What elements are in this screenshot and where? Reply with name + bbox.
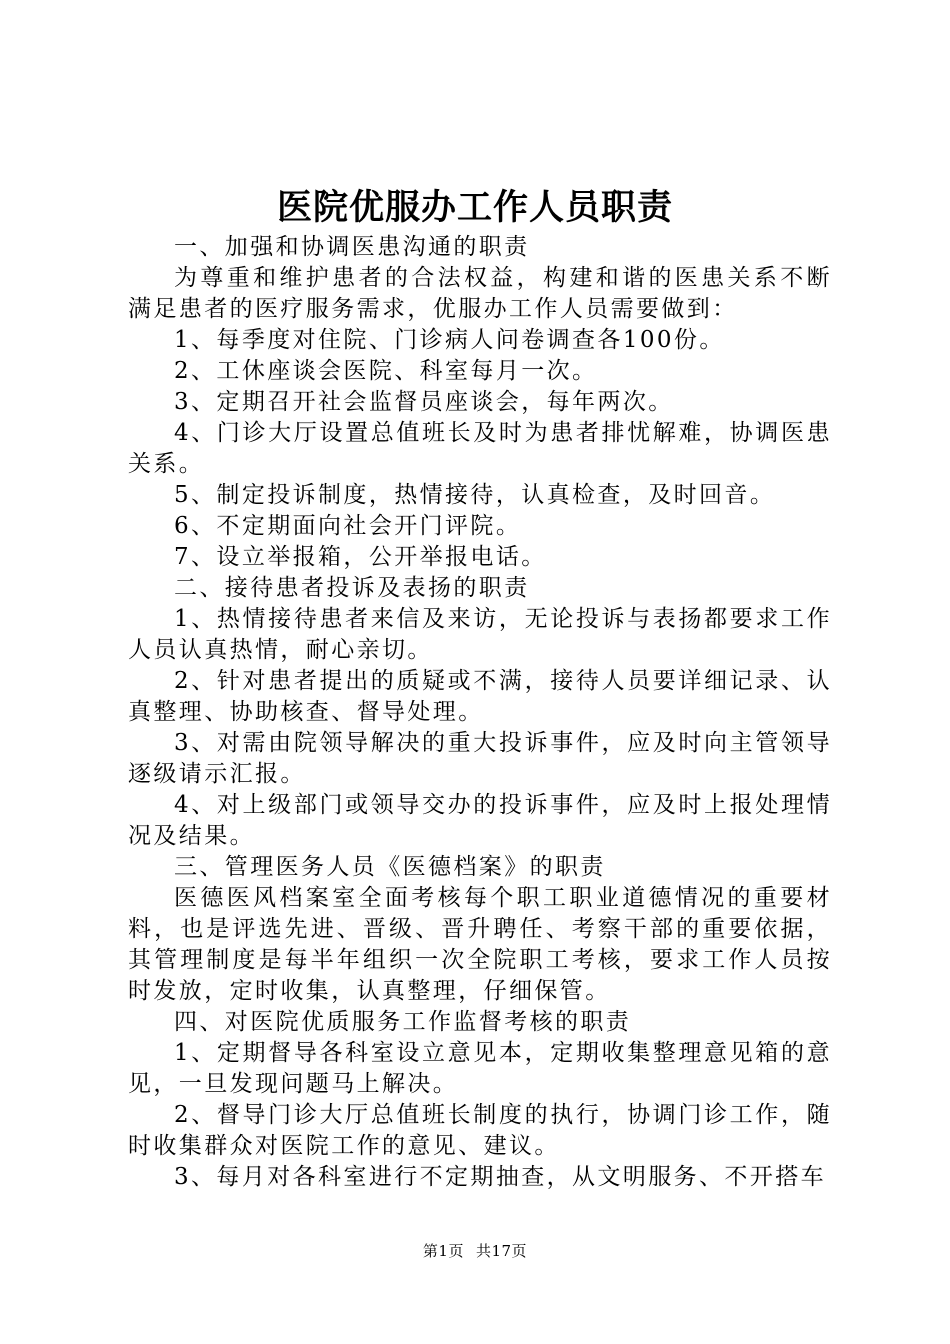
section-heading-2: 二、接待患者投诉及表扬的职责 xyxy=(174,575,530,601)
list-item: 5、制定投诉制度，热情接待，认真检查，及时回音。 xyxy=(174,482,776,508)
list-item: 1、定期督导各科室设立意见本，定期收集整理意见箱的意见，一旦发现问题马上解决。 xyxy=(128,1040,832,1097)
section-heading-4: 四、对医院优质服务工作监督考核的职责 xyxy=(174,1009,632,1035)
list-item: 6、不定期面向社会开门评院。 xyxy=(174,513,522,539)
list-item: 2、督导门诊大厅总值班长制度的执行，协调门诊工作，随时收集群众对医院工作的意见、建议。 xyxy=(128,1102,832,1159)
body-paragraph: 医德医风档案室全面考核每个职工职业道德情况的重要材料，也是评选先进、晋级、晋升聘任、考察干部的重要依据，其管理制度是每半年组织一次全院职工考核，要求工作人员按时发放，定时收集，认真整理，仔细保管。 xyxy=(128,885,832,1004)
document-title: 医院优服办工作人员职责 xyxy=(276,187,673,228)
list-item: 3、对需由院领导解决的重大投诉事件，应及时向主管领导逐级请示汇报。 xyxy=(128,730,832,787)
list-item: 3、每月对各科室进行不定期抽查，从文明服务、不开搭车 xyxy=(174,1164,827,1190)
page-number: 第1页 xyxy=(422,1242,464,1260)
body-paragraph: 为尊重和维护患者的合法权益，构建和谐的医患关系不断满足患者的医疗服务需求，优服办工作人员需要做到： xyxy=(128,265,832,322)
list-item: 7、设立举报箱，公开举报电话。 xyxy=(174,544,547,570)
list-item: 3、定期召开社会监督员座谈会，每年两次。 xyxy=(174,389,674,415)
section-heading-1: 一、加强和协调医患沟通的职责 xyxy=(174,234,530,260)
list-item: 1、每季度对住院、门诊病人问卷调查各100份。 xyxy=(174,327,725,353)
page-total: 共17页 xyxy=(475,1242,528,1260)
list-item: 2、工休座谈会医院、科室每月一次。 xyxy=(174,358,598,384)
list-item: 2、针对患者提出的质疑或不满，接待人员要详细记录、认真整理、协助核查、督导处理。 xyxy=(128,668,832,725)
document-body xyxy=(128,232,832,1193)
list-item: 1、热情接待患者来信及来访，无论投诉与表扬都要求工作人员认真热情，耐心亲切。 xyxy=(128,606,832,663)
section-heading-3: 三、管理医务人员《医德档案》的职责 xyxy=(174,854,606,880)
list-item: 4、门诊大厅设置总值班长及时为患者排忧解难，协调医患关系。 xyxy=(128,420,832,477)
list-item: 4、对上级部门或领导交办的投诉事件，应及时上报处理情况及结果。 xyxy=(128,792,832,849)
page-footer xyxy=(0,1241,950,1261)
